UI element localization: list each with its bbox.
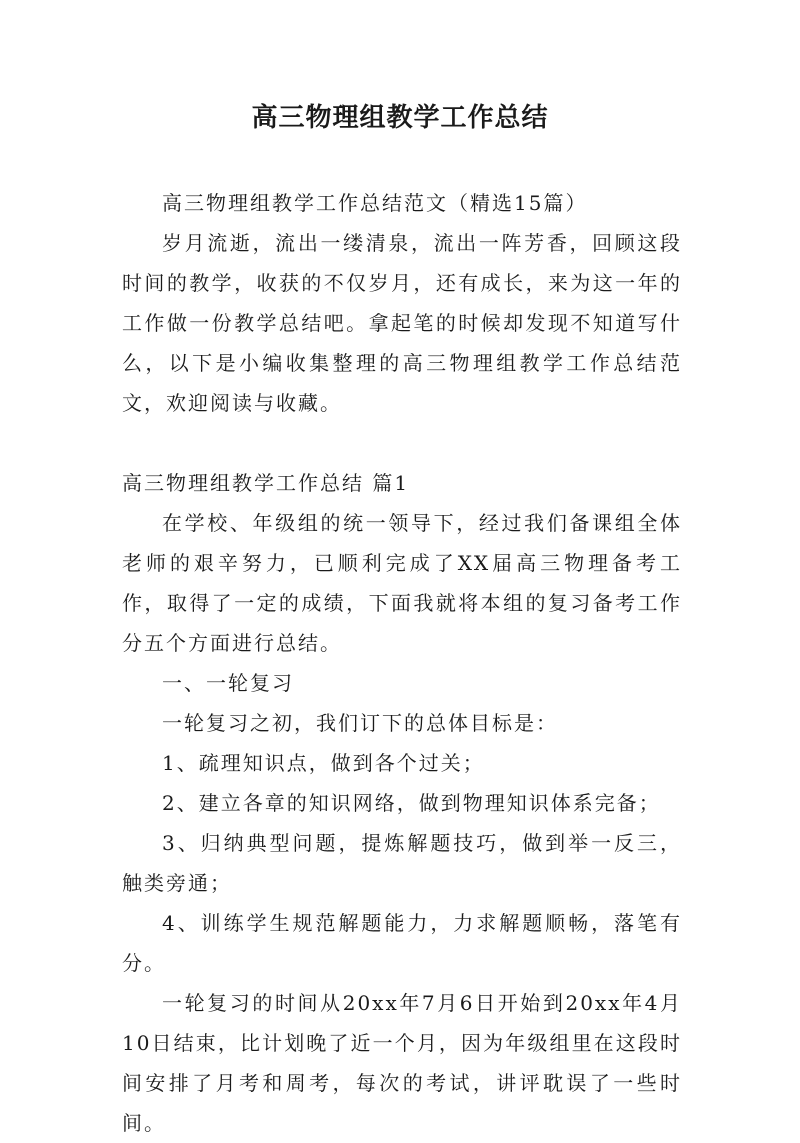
section-heading: 高三物理组教学工作总结 篇1 [122, 471, 410, 495]
list-item: 4、训练学生规范解题能力，力求解题顺畅，落笔有分。 [122, 911, 682, 975]
list-item: 3、归纳典型问题，提炼解题技巧，做到举一反三，触类旁通； [122, 831, 682, 895]
paragraph-subtitle: 高三物理组教学工作总结范文（精选15篇） [162, 191, 588, 215]
document-body [122, 183, 682, 1143]
subsection-heading: 一、一轮复习 [162, 671, 294, 695]
document-title: 高三物理组教学工作总结 [251, 103, 549, 133]
paragraph-body: 一轮复习之初，我们订下的总体目标是： [162, 711, 558, 735]
list-item: 2、建立各章的知识网络，做到物理知识体系完备； [162, 791, 661, 815]
paragraph-body: 在学校、年级组的统一领导下，经过我们备课组全体老师的艰辛努力，已顺利完成了XX届高三物理备考工作，取得了一定的成绩，下面我就将本组的复习备考工作分五个方面进行总结。 [122, 511, 682, 655]
paragraph-spacer [122, 423, 682, 463]
paragraph-intro: 岁月流逝，流出一缕清泉，流出一阵芳香，回顾这段时间的教学，收获的不仅岁月，还有成长，来为这一年的工作做一份教学总结吧。拿起笔的时候却发现不知道写什么，以下是小编收集整理的高三物理组教学工作总结范文，欢迎阅读与收藏。 [122, 231, 682, 415]
paragraph-body: 一轮复习的时间从20xx年7月6日开始到20xx年4月10日结束，比计划晚了近一个月，因为年级组里在这段时间安排了月考和周考，每次的考试，讲评耽误了一些时间。 [122, 991, 682, 1135]
list-item: 1、疏理知识点，做到各个过关； [162, 751, 485, 775]
